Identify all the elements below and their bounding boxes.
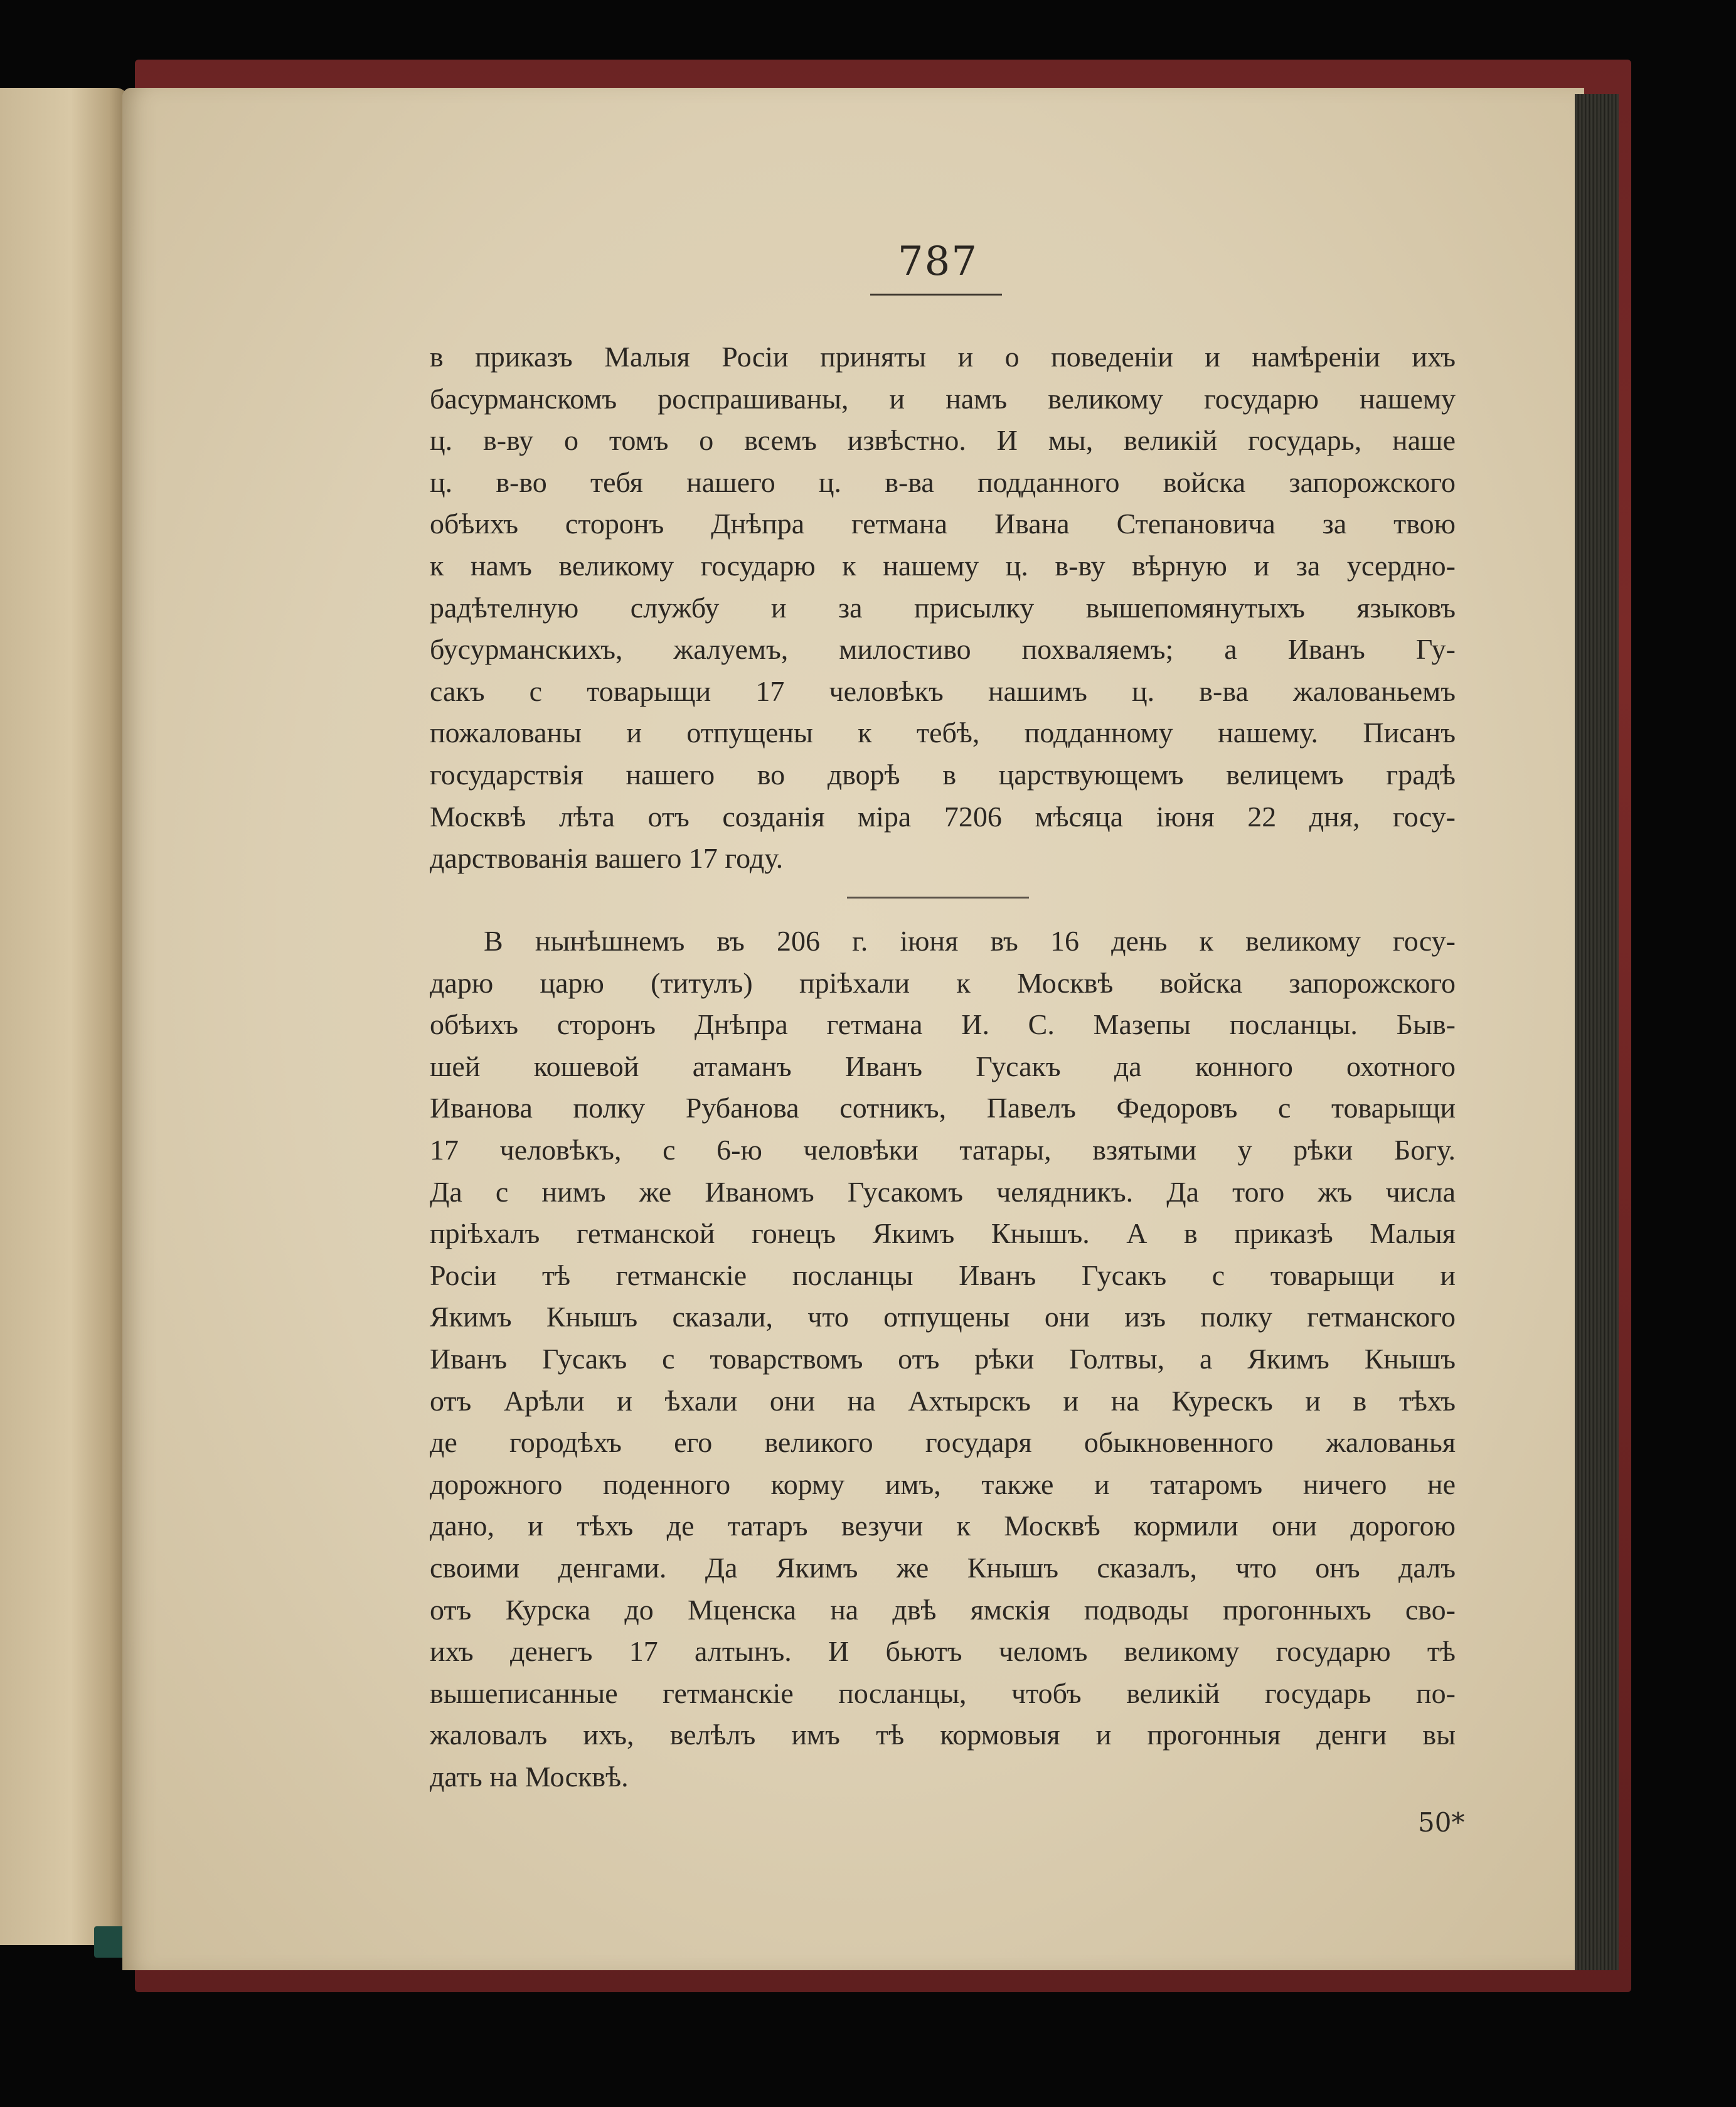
text-line: дать на Москвѣ. <box>430 1760 629 1793</box>
text-line: де городѣхъ его великого государя обыкновенного жалованья <box>430 1426 1456 1459</box>
text-line: Да с нимъ же Иваномъ Гусакомъ челядникъ. Да того жъ числа <box>430 1175 1456 1208</box>
text-line: В нынѣшнемъ въ 206 г. іюня въ 16 день к великому госу- <box>484 925 1456 957</box>
text-line: Росіи тѣ гетманскіе посланцы Иванъ Гусакъ с товарыщи и <box>430 1259 1456 1291</box>
text-line: дорожного поденного корму имъ, также и татаромъ ничего не <box>430 1468 1456 1500</box>
printer-signature-mark: 50* <box>1418 1807 1465 1838</box>
text-line: ц. в-во тебя нашего ц. в-ва подданного войска запорожского <box>430 466 1456 498</box>
text-line: вышеписанные гетманскіе посланцы, чтобъ великій государь по- <box>430 1677 1456 1709</box>
text-line: басурманскомъ роспрашиваны, и намъ великому государю нашему <box>430 382 1456 415</box>
section-divider <box>847 897 1029 899</box>
previous-page-edge <box>0 88 129 1945</box>
text-line: Москвѣ лѣта отъ созданія міра 7206 мѣсяца іюня 22 дня, госу- <box>430 800 1456 833</box>
page-number-rule <box>870 294 1002 296</box>
text-line: бусурманскихъ, жалуемъ, милостиво похваляемъ; а Иванъ Гу- <box>430 633 1456 666</box>
text-line: отъ Арѣли и ѣхали они на Ахтырскъ и на Курескъ и в тѣхъ <box>430 1384 1456 1417</box>
text-line: Иванова полку Рубанова сотникъ, Павелъ Федоровъ с товарыщи <box>430 1092 1456 1124</box>
text-line: радѣтелную службу и за присылку вышепомянутыхъ языковъ <box>430 591 1456 624</box>
book-page <box>122 88 1584 1970</box>
text-line: в приказъ Малыя Росіи приняты и о поведеніи и намѣреніи ихъ <box>430 341 1456 373</box>
text-line: жаловалъ ихъ, велѣлъ имъ тѣ кормовыя и прогонныя денги вы <box>430 1719 1456 1751</box>
text-line: сакъ с товарыщи 17 человѣкъ нашимъ ц. в-ва жалованьемъ <box>430 675 1456 707</box>
text-line: Иванъ Гусакъ с товарствомъ отъ рѣки Голтвы, а Якимъ Кнышъ <box>430 1342 1456 1375</box>
text-line: 17 человѣкъ, с 6-ю человѣки татары, взятыми у рѣки Богу. <box>430 1133 1456 1166</box>
text-line: Якимъ Кнышъ сказали, что отпущены они изъ полку гетманского <box>430 1301 1456 1333</box>
paragraph-2 <box>430 920 1456 1798</box>
text-line: ц. в-ву о томъ о всемъ извѣстно. И мы, великій государь, наше <box>430 424 1456 457</box>
text-line: ихъ денегъ 17 алтынъ. И бьютъ челомъ великому государю тѣ <box>430 1635 1456 1668</box>
text-line: своими денгами. Да Якимъ же Кнышъ сказалъ, что онъ далъ <box>430 1551 1456 1584</box>
text-line: отъ Курска до Мценска на двѣ ямскія подводы прогонныхъ сво- <box>430 1593 1456 1626</box>
text-line: дарю царю (титулъ) пріѣхали к Москвѣ войска запорожского <box>430 966 1456 999</box>
page-edges <box>1575 94 1619 1970</box>
text-line: пожалованы и отпущены к тебѣ, подданному нашему. Писанъ <box>430 717 1456 749</box>
text-line: дарствованія вашего 17 году. <box>430 842 784 875</box>
page-number: 787 <box>897 238 979 285</box>
text-line: обѣихъ сторонъ Днѣпра гетмана И. С. Мазепы посланцы. Быв- <box>430 1008 1456 1041</box>
text-line: к намъ великому государю к нашему ц. в-ву вѣрную и за усердно- <box>430 549 1456 582</box>
text-line: дано, и тѣхъ де татаръ везучи к Москвѣ кормили они дорогою <box>430 1510 1456 1542</box>
text-line: государствія нашего во дворѣ в царствующемъ велицемъ градѣ <box>430 758 1456 791</box>
text-line: шей кошевой атаманъ Иванъ Гусакъ да конного охотного <box>430 1050 1456 1082</box>
text-line: пріѣхалъ гетманской гонецъ Якимъ Кнышъ. А в приказѣ Малыя <box>430 1217 1456 1250</box>
text-line: обѣихъ сторонъ Днѣпра гетмана Ивана Степановича за твою <box>430 508 1456 540</box>
paragraph-1 <box>430 336 1456 880</box>
